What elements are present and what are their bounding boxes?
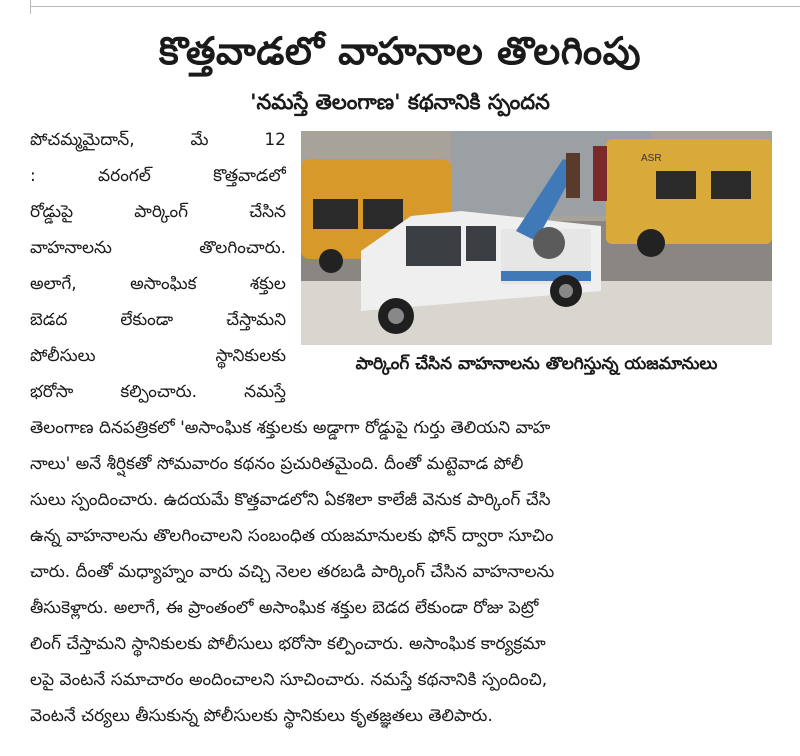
body-text-wide-column — [30, 410, 785, 734]
body-line: సులు స్పందించారు. ఉదయమే కొత్తవాడలోని ఏకశిలా కాలేజీ వెనుక పార్కింగ్ చేసి — [30, 490, 551, 510]
body-line: భరోసా కల్పించారు. నమస్తే — [30, 382, 286, 402]
body-line: బెడద లేకుండా చేస్తామని — [30, 310, 286, 330]
body-line: తెలంగాణ దినపత్రికలో 'అసాంఘిక శక్తులకు అడ్డాగా రోడ్డుపై గుర్తు తెలియని వాహ — [30, 418, 551, 438]
body-text-narrow-column — [30, 122, 286, 410]
body-line: ఉన్న వాహనాలను తొలగించాలని సంబంధిత యజమానులకు ఫోన్ ద్వారా సూచిం — [30, 526, 554, 546]
body-line: నాలు' అనే శీర్షికతో సోమవారం కథనం ప్రచురితమైంది. దీంతో మట్టెవాడ పోలీ — [30, 454, 524, 474]
van-label: ASR — [641, 153, 662, 164]
headline: కొత్తవాడలో వాహనాల తొలగింపు — [158, 29, 642, 73]
body-line: రోడ్డుపై పార్కింగ్ చేసిన — [30, 202, 286, 222]
body-line: వెంటనే చర్యలు తీసుకున్న పోలీసులకు స్థానికులు కృతజ్ఞతలు తెలిపారు. — [30, 706, 493, 726]
body-line: పోలీసులు స్థానికులకు — [30, 346, 286, 366]
body-line: చారు. దీంతో మధ్యాహ్నం వారు వచ్చి నెలల తరబడి పార్కింగ్ చేసిన వాహనాలను — [30, 562, 555, 582]
top-rule — [30, 6, 800, 7]
body-line: : వరంగల్ కొత్తవాడలో — [30, 166, 286, 186]
news-photo-tow-truck — [301, 131, 772, 345]
photo-illustration — [301, 131, 772, 345]
body-line: లపై వెంటనే సమాచారం అందించాలని సూచించారు. నమస్తే కథనానికి స్పందించి, — [30, 670, 548, 690]
body-line: అలాగే, అసాంఘిక శక్తుల — [30, 274, 286, 294]
subheadline: 'నమస్తే తెలంగాణ' కథనానికి స్పందన — [250, 90, 550, 114]
left-rule — [30, 0, 31, 14]
body-line: పోచమ్మమైదాన్, మే 12 — [30, 130, 286, 150]
body-line: తీసుకెళ్లారు. అలాగే, ఈ ప్రాంతంలో అసాంఘిక శక్తుల బెడద లేకుండా రోజు పెట్రో — [30, 598, 539, 618]
body-line: వాహనాలను తొలగించారు. — [30, 238, 286, 258]
photo-caption: పార్కింగ్ చేసిన వాహనాలను తొలగిస్తున్న యజమానులు — [355, 354, 718, 374]
body-line: లింగ్ చేస్తామని స్థానికులకు పోలీసులు భరోసా కల్పించారు. అసాంఘిక కార్యక్రమా — [30, 634, 546, 654]
